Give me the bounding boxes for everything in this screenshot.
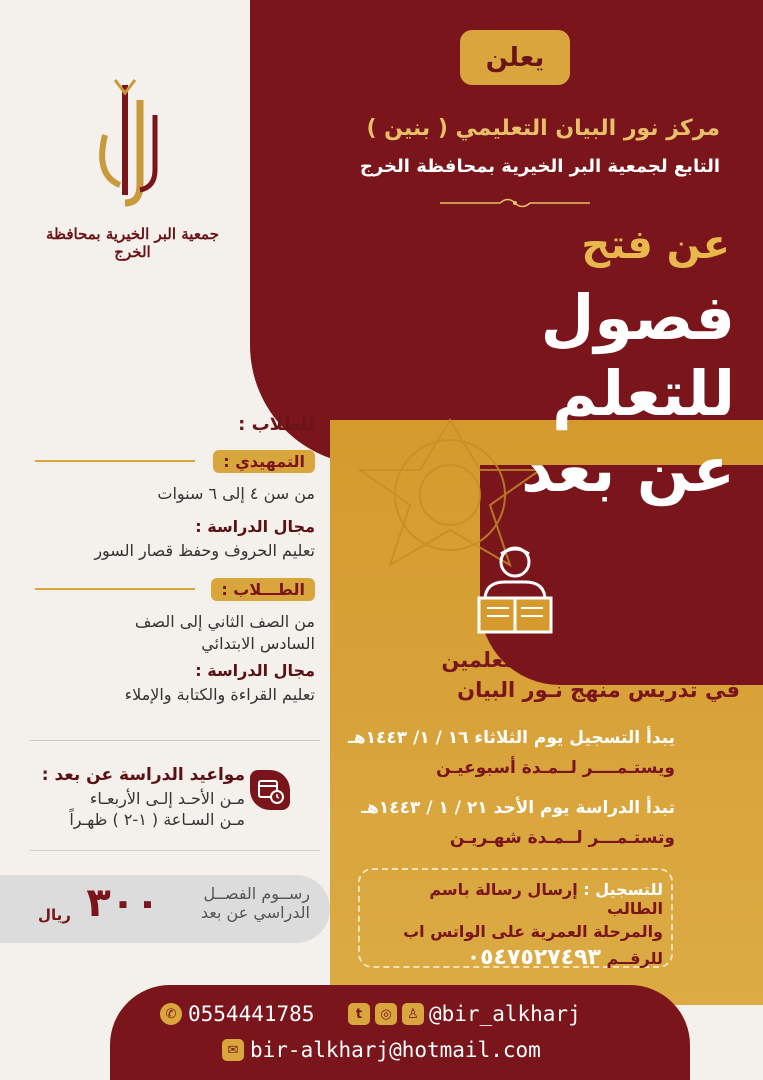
prep-pill-wrap [195, 450, 315, 473]
prep-label: التمهيدي : [213, 450, 315, 473]
divider-line [35, 588, 195, 590]
pupils-grades-2: السادس الابتدائي [201, 634, 315, 653]
whatsapp-number: 0554441785 [188, 1002, 315, 1026]
fees-label [175, 884, 310, 922]
study-start-line1: تبدأ الدراسة يوم الأحد ٢١ / ١ / ١٤٤٣هـ [361, 798, 675, 818]
whatsapp-icon: ✆ [160, 1003, 182, 1025]
registration-start [345, 728, 675, 778]
whatsapp-contact[interactable] [160, 1002, 314, 1026]
prep-age: من سن ٤ إلى ٦ سنوات [157, 484, 315, 503]
center-affiliation: التابع لجمعية البر الخيرية بمحافظة الخرج [359, 156, 720, 177]
divider-line [30, 850, 320, 851]
prep-field-value: تعليم الحروف وحفظ قصار السور [94, 541, 315, 560]
pupils-grades-1: من الصف الثاني إلى الصف [134, 612, 315, 631]
register-number-label: للرقــم [606, 949, 663, 968]
fees-label-line2: الدراسي عن بعد [200, 903, 310, 922]
pupils-field-label: مجال الدراسة : [195, 661, 315, 680]
register-text [368, 880, 663, 970]
title-line-1: فصول للتعلم [540, 281, 735, 430]
fees-currency: ريال [38, 906, 71, 924]
register-phone: ٠٥٤٧٥٢٧٤٩٣ [466, 945, 601, 970]
teachers-line1: بوجود نخبة من أميز المعلمين [441, 648, 740, 672]
envelope-icon: ✉ [222, 1039, 244, 1061]
register-line1: إرسال رسالة باسم الطالب [429, 880, 663, 918]
social-handle[interactable] [348, 1002, 581, 1026]
title-line-2: عن بعد [521, 433, 735, 506]
prep-field-label: مجال الدراسة : [195, 517, 315, 536]
schedule-title: مواعيد الدراسة عن بعد : [41, 765, 245, 785]
announce-badge: يعلن [460, 30, 570, 85]
social-handle-text: @bir_alkharj [429, 1002, 581, 1026]
main-title [420, 280, 735, 508]
schedule-days: مـن الأحـد إلـى الأربعـاء [89, 789, 245, 808]
calendar-clock-icon [250, 770, 290, 810]
center-name: مركز نور البيان التعليمي ( بنين ) [366, 116, 720, 141]
pupils-label: الطـــلاب : [211, 578, 315, 601]
study-start-line2: وتستـمـــر لــمـدة شهـريـن [449, 828, 675, 848]
fees-amount: ٣٠٠ [86, 880, 160, 926]
students-heading: للطلاب : [238, 414, 315, 435]
divider-line [35, 460, 195, 462]
teacher-reading-icon [475, 540, 555, 635]
pupils-field-value: تعليم القراءة والكتابة والإملاء [124, 685, 315, 704]
pupils-pill-wrap [195, 578, 315, 601]
charity-logo-icon [85, 75, 175, 210]
study-start [345, 798, 675, 848]
fees-label-line1: رســوم الفصــل [203, 884, 310, 903]
logo-text: جمعية البر الخيرية بمحافظة الخرج [45, 225, 219, 261]
teachers-text [345, 648, 740, 702]
email-address: bir-alkharj@hotmail.com [250, 1038, 541, 1062]
register-label: للتسجيل : [583, 880, 663, 899]
divider-ornament [440, 196, 590, 210]
registration-start-line1: يبدأ التسجيل يوم الثلاثاء ١٦ / ١/ ١٤٤٣هـ [348, 728, 675, 748]
schedule-block [25, 765, 245, 829]
an-fath-text: عن فتح [581, 222, 730, 268]
divider-line [30, 740, 320, 741]
teachers-line2: في تدريس منهج نـور البيان [457, 678, 740, 702]
footer-bar [110, 985, 690, 1080]
email-contact[interactable] [222, 1038, 541, 1062]
snapchat-icon: ♙ [402, 1003, 424, 1025]
register-line2: والمرحلة العمرية على الواتس اب [403, 922, 663, 941]
schedule-time: مـن السـاعة ( ١-٢ ) ظهـراً [69, 810, 245, 829]
instagram-icon: ◎ [375, 1003, 397, 1025]
registration-start-line2: ويستـمــــر لــمـدة أسبوعيـن [436, 758, 675, 778]
twitter-icon: t [348, 1003, 370, 1025]
